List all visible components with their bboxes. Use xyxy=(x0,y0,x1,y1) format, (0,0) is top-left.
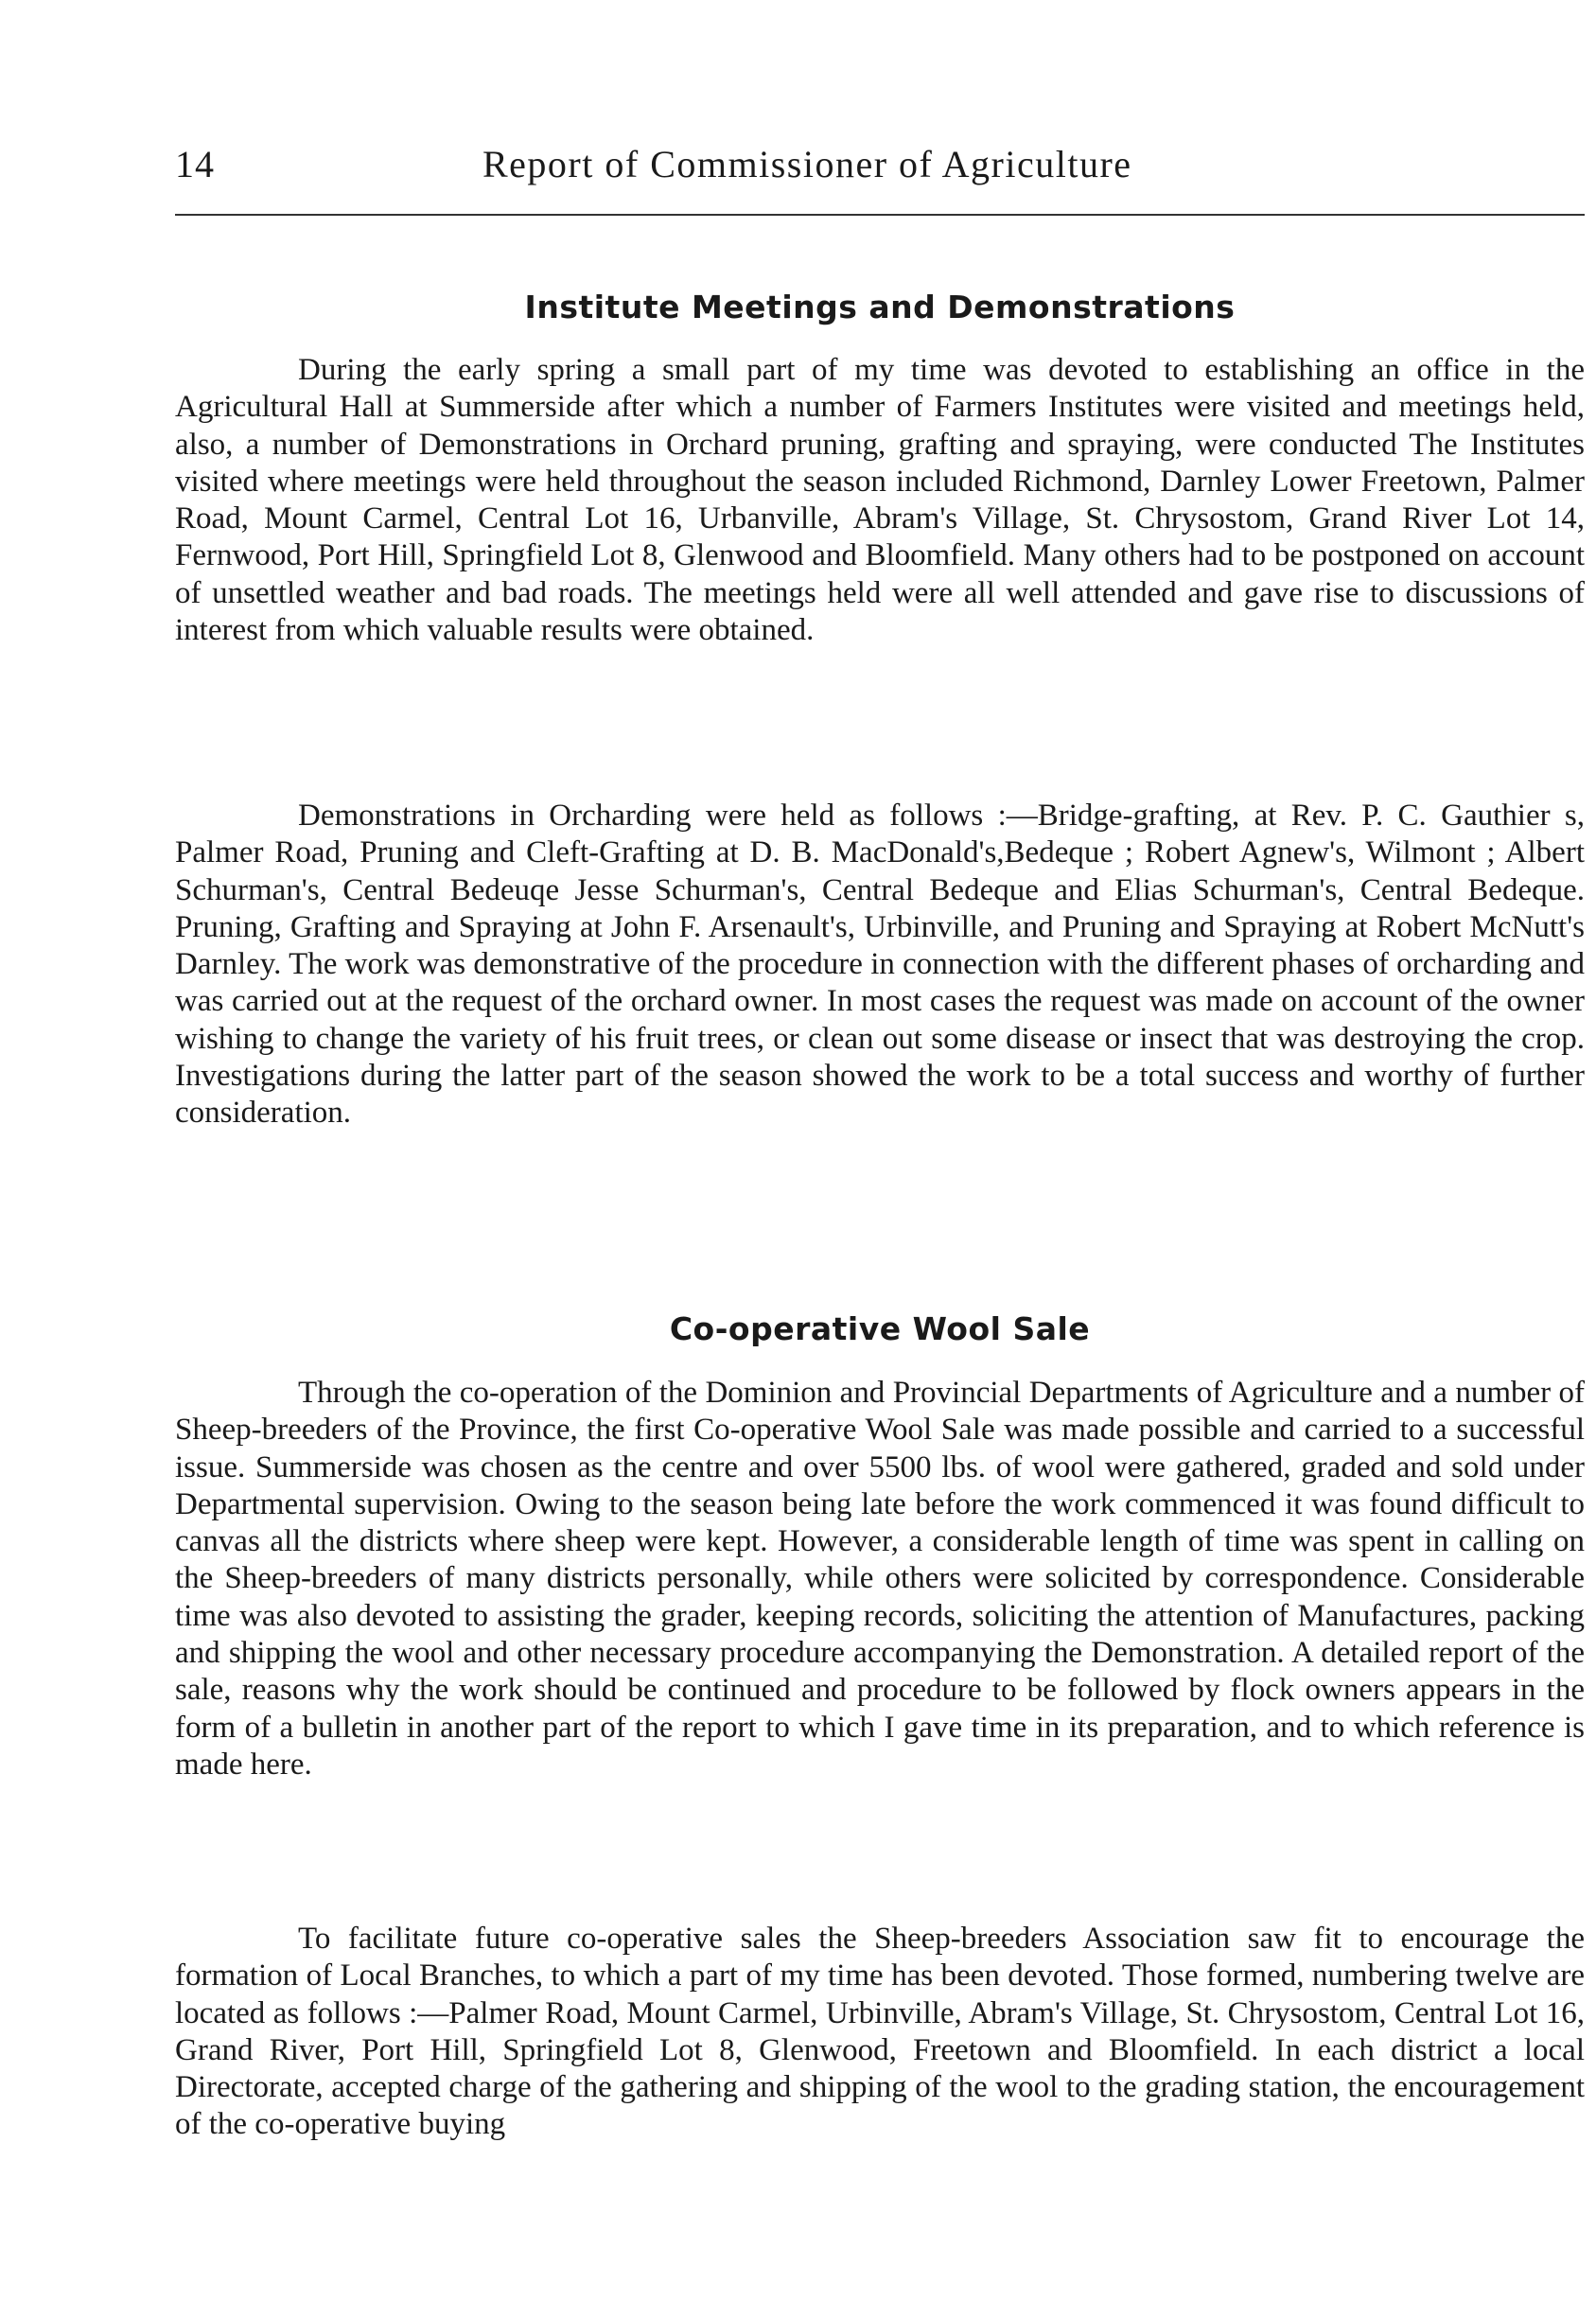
page-number: 14 xyxy=(175,143,215,185)
paragraph-institute-meetings-2: Demonstrations in Orcharding were held as follows :—Bridge-grafting, at Rev. P. C. Gauthier s, Palmer Road, Pruning and Cleft-Grafting at D. B. MacDonald's,Bedeque ; Robert Agnew's, Wilmont ; Albert Schurman's, Central Bedeuqe Jesse Schurman's, Central Bedeque and Elias Schurman's, Central Bedeque. Pruning, Grafting and Spraying at John F. Arsenault's, Urbinville, and Pruning and Spraying at Robert McNutt's Darnley. The work was demonstrative of the procedure in connection with the different phases of orcharding and was carried out at the request of the orchard owner. In most cases the request was made on account of the owner wishing to change the variety of his fruit trees, or clean out some disease or insect that was destroying the crop. Investigations during the latter part of the season showed the work to be a total success and worthy of further consideration. xyxy=(175,799,1585,1131)
page-header xyxy=(175,142,1585,208)
paragraph-wool-sale-1: Through the co-operation of the Dominion and Provincial Departments of Agriculture and a number of Sheep-breeders of the Province, the first Co-operative Wool Sale was made possible and carried to a successful issue. Summerside was chosen as the centre and over 5500 lbs. of wool were gathered, graded and sold under Departmental supervision. Owing to the season being late before the work commenced it was found difficult to canvas all the districts where sheep were kept. However, a considerable length of time was spent in calling on the Sheep-breeders of many districts personally, while others were solicited by correspondence. Considerable time was also devoted to assisting the grader, keeping records, soliciting the attention of Manufactures, packing and shipping the wool and other necessary procedure accompanying the Demonstration. A detailed report of the sale, reasons why the work should be continued and procedure to be followed by flock owners appears in the form of a bulletin in another part of the report to which I gave time in its preparation, and to which reference is made here. xyxy=(175,1376,1585,1782)
running-title: Report of Commissioner of Agriculture xyxy=(482,143,1132,185)
header-rule xyxy=(175,214,1585,216)
section-heading-wool-sale: Co-operative Wool Sale xyxy=(669,1310,1091,1347)
section-heading-institute-meetings: Institute Meetings and Demonstrations xyxy=(524,289,1236,325)
paragraph-institute-meetings-1: During the early spring a small part of my time was devoted to establishing an office in the Agricultural Hall at Summerside after which a number of Farmers Institutes were visited and meetings held, also, a number of Demonstrations in Orchard pruning, grafting and spraying, were conducted The Institutes visited where meetings were held throughout the season included Richmond, Darnley Lower Freetown, Palmer Road, Mount Carmel, Central Lot 16, Urbanville, Abram's Village, St. Chrysostom, Grand River Lot 14, Fernwood, Port Hill, Springfield Lot 8, Glenwood and Bloomfield. Many others had to be postponed on account of unsettled weather and bad roads. The meetings held were all well attended and gave rise to discussions of interest from which valuable results were obtained. xyxy=(175,353,1585,648)
paragraph-wool-sale-2: To facilitate future co-operative sales the Sheep-breeders Association saw fit to encourage the formation of Local Branches, to which a part of my time has been devoted. Those formed, numbering twelve are located as follows :—Palmer Road, Mount Carmel, Urbinville, Abram's Village, St. Chrysostom, Central Lot 16, Grand River, Port Hill, Springfield Lot 8, Glenwood, Freetown and Bloomfield. In each district a local Directorate, accepted charge of the gathering and shipping of the wool to the grading station, the encouragement of the co-operative buying xyxy=(175,1922,1585,2142)
